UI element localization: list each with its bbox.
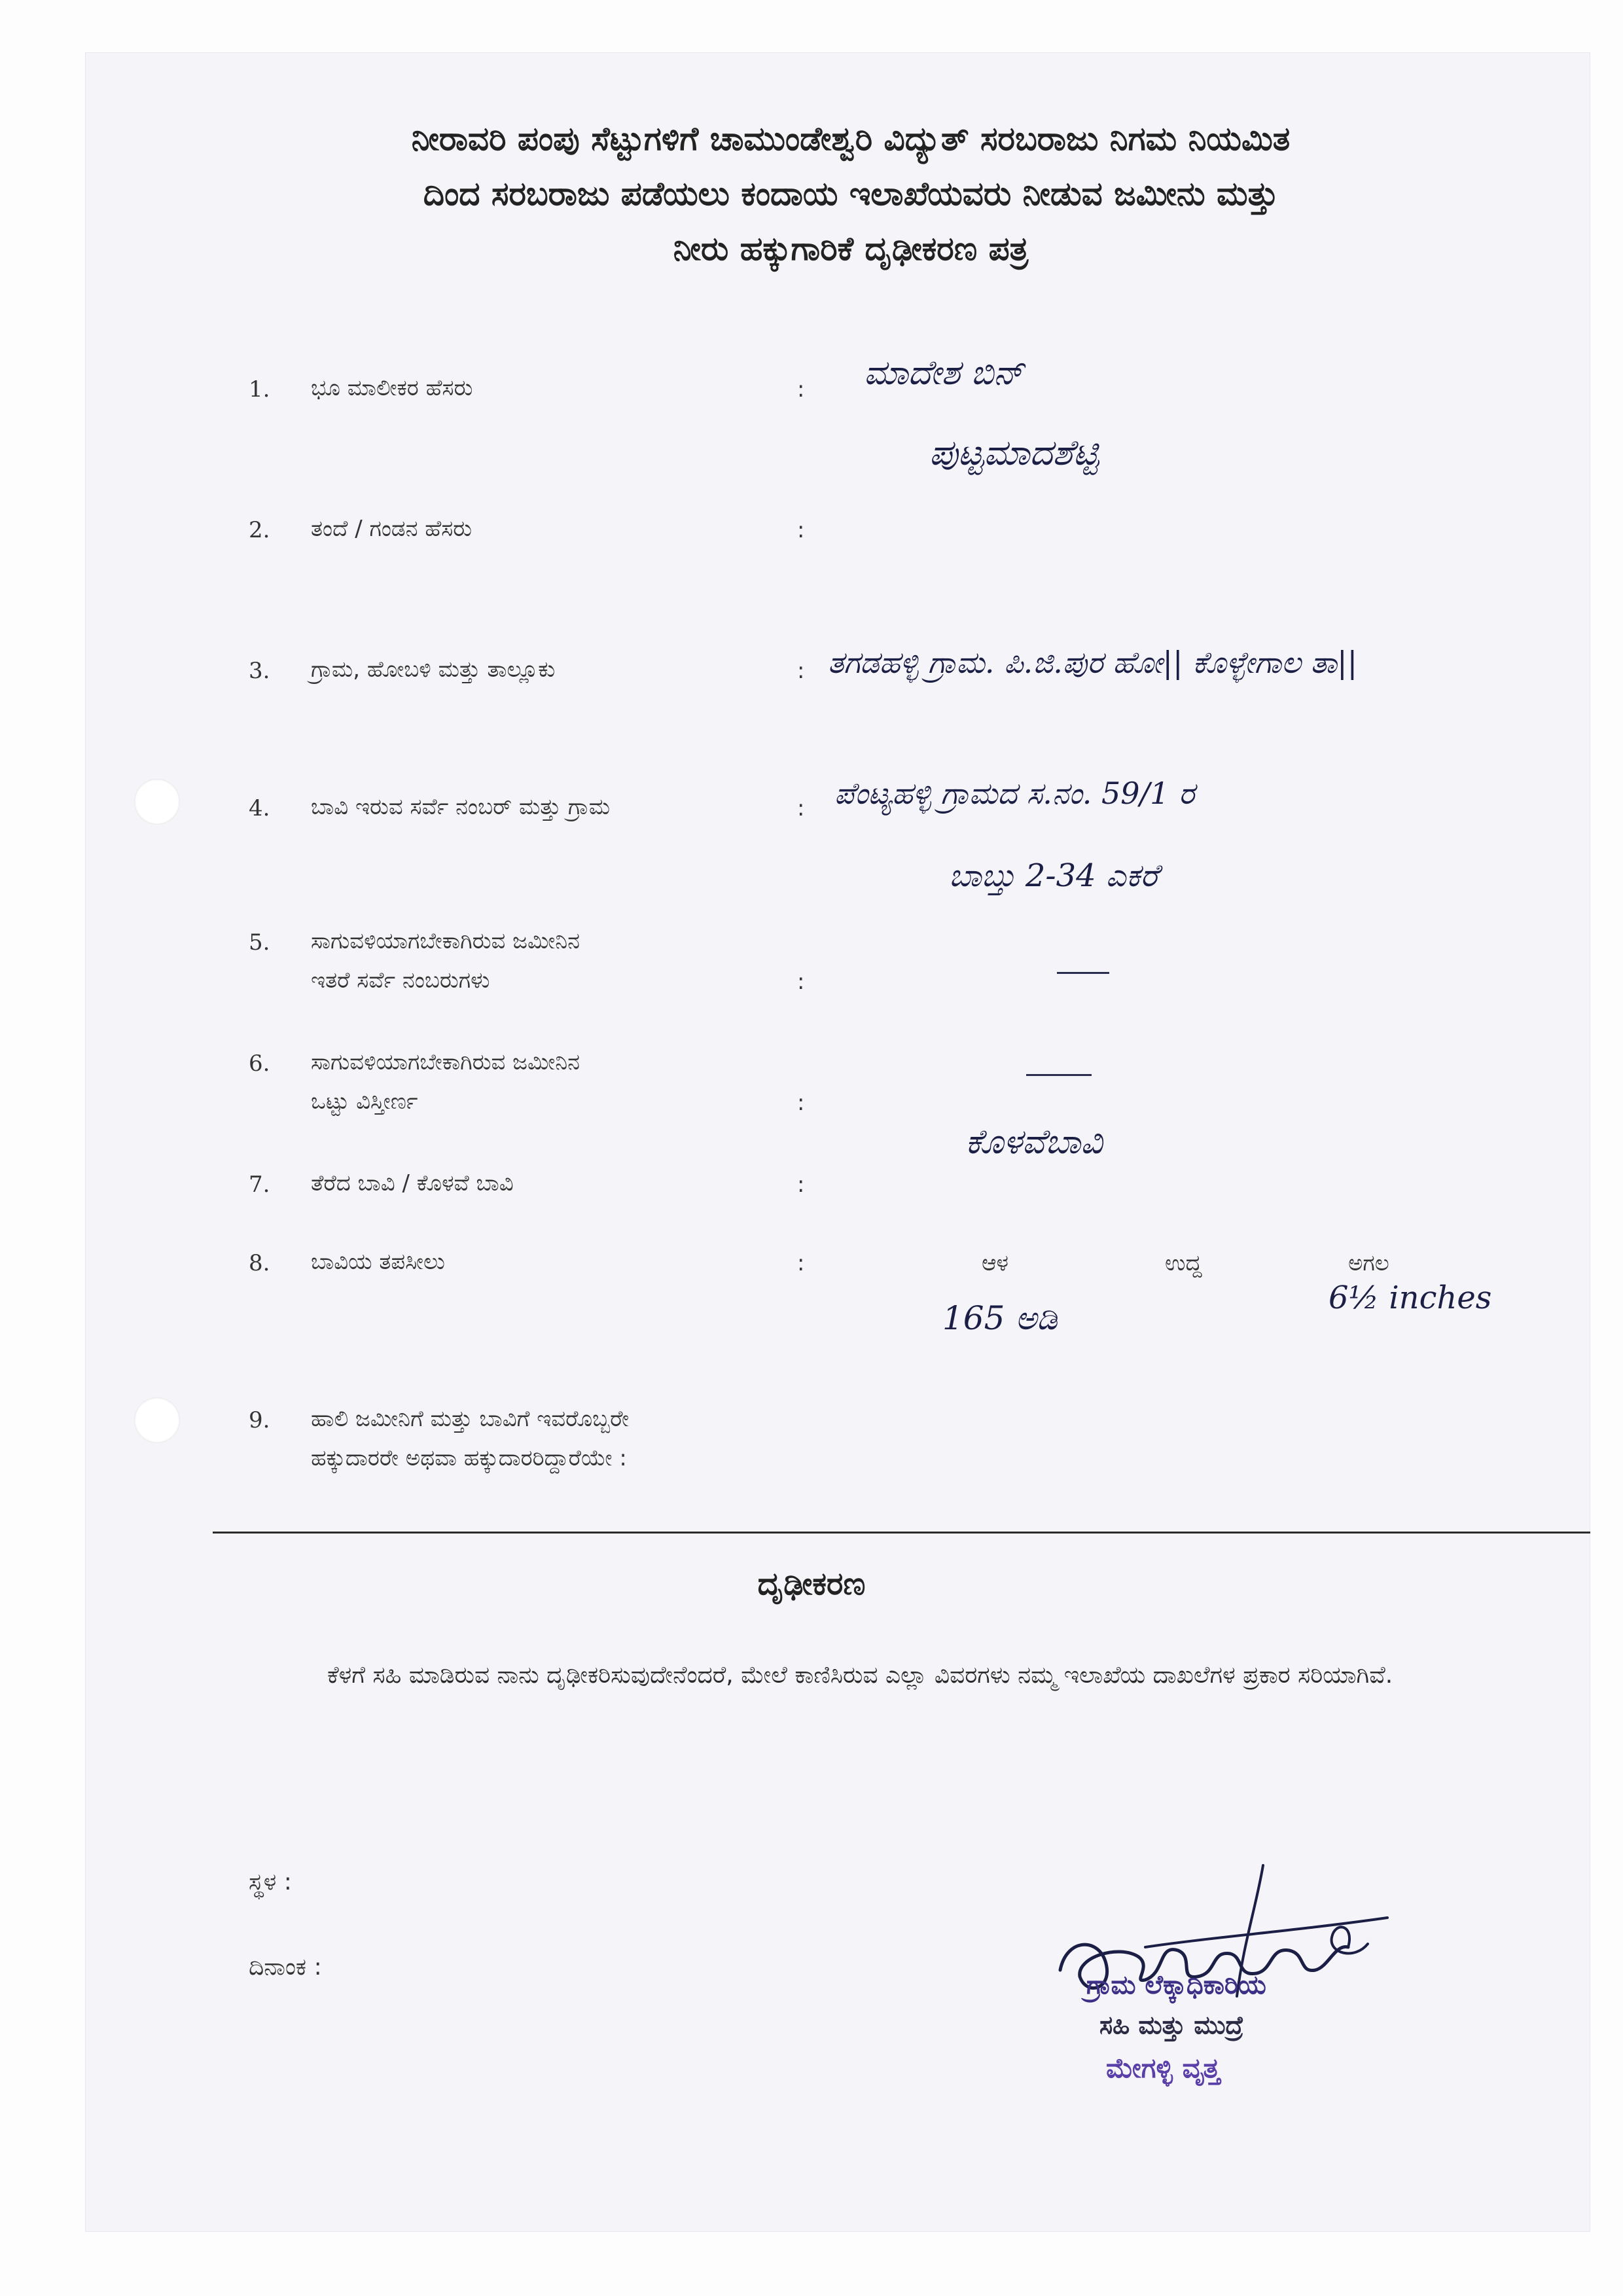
handwritten-well-type: ಕೊಳವೆಬಾವಿ (965, 1122, 1103, 1162)
field-label: ತಂದೆ / ಗಂಡನ ಹೆಸರು (311, 516, 473, 542)
handwritten-survey-line-1: ಪೆಂಟ್ಯಹಳ್ಳಿ ಗ್ರಾಮದ ಸ.ನಂ. 59/1 ರ (834, 776, 1195, 811)
field-label-line-2: ಇತರೆ ಸರ್ವೆ ನಂಬರುಗಳು (311, 967, 490, 994)
punch-hole (134, 1397, 180, 1443)
item-number: 2. (249, 517, 270, 543)
field-label: ಗ್ರಾಮ, ಹೋಬಳಿ ಮತ್ತು ತಾಲ್ಲೂಕು (311, 656, 556, 683)
handwritten-owner-name-line-1: ಮಾದೇಶ ಬಿನ್ (864, 353, 1024, 393)
nil-dash (1026, 1074, 1092, 1076)
item-number: 6. (249, 1050, 270, 1077)
colon: : (797, 376, 805, 403)
column-depth-label: ಆಳ (982, 1250, 1008, 1276)
handwritten-depth-value: 165 ಅಡಿ (942, 1299, 1058, 1337)
handwritten-survey-line-2: ಬಾಬ್ತು 2-34 ಎಕರೆ (949, 857, 1158, 894)
item-number: 8. (249, 1250, 270, 1276)
field-label: ಬಾವಿ ಇರುವ ಸರ್ವೆ ನಂಬರ್ ಮತ್ತು ಗ್ರಾಮ (311, 794, 611, 820)
item-number: 7. (249, 1172, 270, 1198)
field-label-line-2: ಹಕ್ಕುದಾರರೇ ಅಥವಾ ಹಕ್ಕುದಾರರಿದ್ದಾರೆಯೇ : (311, 1445, 627, 1471)
field-label-line-1: ಹಾಲಿ ಜಮೀನಿಗೆ ಮತ್ತು ಬಾವಿಗೆ ಇವರೊಬ್ಬರೇ (311, 1406, 630, 1432)
nil-dash (1057, 972, 1109, 974)
colon: : (797, 1250, 805, 1276)
column-width-label: ಅಗಲ (1348, 1250, 1389, 1276)
seal-line-1: ಗ್ರಾಮ ಲೆಕ್ಕಾಧಿಕಾರಿಯ (1086, 1970, 1266, 2000)
date-label: ದಿನಾಂಕ : (249, 1954, 322, 1981)
handwritten-owner-name-line-2: ಪುಟ್ಟಮಾದಶೆಟ್ಟಿ (929, 432, 1099, 473)
field-label: ಭೂ ಮಾಲೀಕರ ಹೆಸರು (311, 375, 473, 401)
item-number: 9. (249, 1407, 270, 1433)
field-label-line-1: ಸಾಗುವಳಿಯಾಗಬೇಕಾಗಿರುವ ಜಮೀನಿನ (311, 1049, 580, 1075)
section-divider (213, 1532, 1590, 1534)
seal-line-2: ಸಹಿ ಮತ್ತು ಮುದ್ರೆ (1099, 2011, 1244, 2039)
item-number: 4. (249, 795, 270, 821)
title-line-3: ನೀರು ಹಕ್ಕುಗಾರಿಕೆ ದೃಢೀಕರಣ ಪತ್ರ (673, 230, 1029, 268)
colon: : (797, 1172, 805, 1198)
column-length-label: ಉದ್ದ (1165, 1250, 1202, 1276)
colon: : (797, 658, 805, 684)
item-number: 1. (249, 376, 270, 403)
title-line-1: ನೀರಾವರಿ ಪಂಪು ಸೆಟ್ಟುಗಳಿಗೆ ಚಾಮುಂಡೇಶ್ವರಿ ವಿದ್ಯುತ್ ಸರಬರಾಜು ನಿಗಮ ನಿಯಮಿತ (411, 120, 1291, 158)
item-number: 5. (249, 929, 270, 956)
colon: : (797, 795, 805, 821)
certification-paragraph: ಕೆಳಗೆ ಸಹಿ ಮಾಡಿರುವ ನಾನು ದೃಢೀಕರಿಸುವುದೇನೆಂದರೆ, ಮೇಲೆ ಕಾಣಿಸಿರುವ ಎಲ್ಲಾ ವಿವರಗಳು ನಮ್ಮ ಇಲಾಖೆಯ ದಾಖಲೆಗಳ ಪ್ರಕಾರ ಸರಿಯಾಗಿವೆ. (327, 1662, 1393, 1689)
colon: : (797, 1090, 805, 1116)
item-number: 3. (249, 658, 270, 684)
field-label-line-1: ಸಾಗುವಳಿಯಾಗಬೇಕಾಗಿರುವ ಜಮೀನಿನ (311, 928, 580, 954)
field-label: ಬಾವಿಯ ತಪಸೀಲು (311, 1249, 445, 1275)
signature-seal-block (1047, 1839, 1414, 2101)
place-label: ಸ್ಥಳ : (249, 1869, 292, 1895)
handwritten-village-value: ತಗಡಹಳ್ಳಿ ಗ್ರಾಮ. ಪಿ.ಜಿ.ಪುರ ಹೋ|| ಕೊಳ್ಳೇಗಾಲ ತಾ|| (828, 645, 1358, 680)
colon: : (797, 969, 805, 995)
colon: : (797, 517, 805, 543)
punch-hole (134, 779, 180, 825)
field-label: ತೆರೆದ ಬಾವಿ / ಕೊಳವೆ ಬಾವಿ (311, 1170, 514, 1196)
field-label-line-2: ಒಟ್ಟು ವಿಸ್ತೀರ್ಣ (311, 1088, 418, 1115)
title-line-2: ದಿಂದ ಸರಬರಾಜು ಪಡೆಯಲು ಕಂದಾಯ ಇಲಾಖೆಯವರು ನೀಡುವ ಜಮೀನು ಮತ್ತು (423, 175, 1279, 213)
certification-heading: ದೃಢೀಕರಣ (757, 1566, 866, 1602)
document-title (196, 111, 1505, 276)
handwritten-width-value: 6½ inches (1329, 1280, 1492, 1316)
seal-line-3: ಮೇಗಳ್ಳಿ ವೃತ್ತ (1106, 2052, 1221, 2084)
